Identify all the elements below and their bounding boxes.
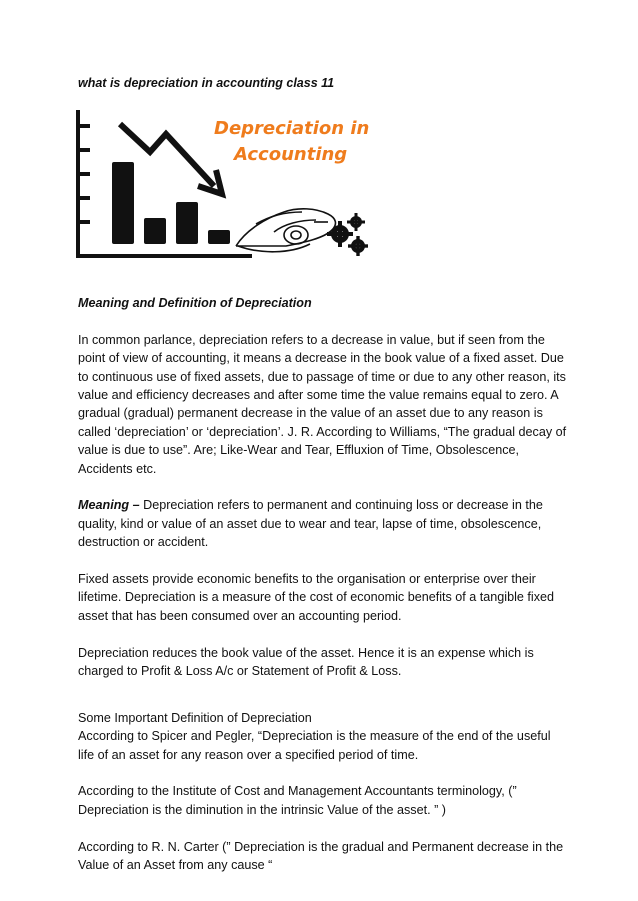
paragraph: According to Spicer and Pegler, “Depreciation is the measure of the end of the useful life of an asset for any reason over a specified period of time. — [78, 729, 551, 762]
illustration-title-line1: Depreciation in — [214, 118, 370, 139]
sports-car-icon — [236, 209, 335, 252]
paragraph: According to R. N. Carter (” Depreciation is the gradual and Permanent decrease in the Value of an Asset from any cause “ — [78, 839, 564, 873]
section-heading: Some Important Definition of Depreciation — [78, 710, 312, 725]
illustration-title-line2: Accounting — [234, 144, 348, 165]
gears-icon — [327, 213, 368, 256]
paragraph: Fixed assets provide economic benefits to the organisation or enterprise over their lifetime. Depreciation is a measure of the cost of economic benefits of a tangible fixed asset that has been consumed over an accounting period. — [78, 572, 555, 623]
document-title: what is depreciation in accounting class 11 — [78, 76, 335, 90]
section-heading: Meaning and Definition of Depreciation — [78, 296, 312, 310]
paragraph: Depreciation reduces the book value of the asset. Hence it is an expense which is charged to Profit & Loss A/c or Statement of Profit & Loss. — [78, 645, 534, 679]
down-arrow-icon — [120, 124, 222, 194]
document-body — [78, 294, 568, 893]
meaning-paragraph — [78, 496, 568, 551]
depreciation-illustration — [70, 104, 370, 268]
paragraph: In common parlance, depreciation refers to a decrease in value, but if seen from the point of view of accounting, it means a decrease in the book value of a fixed asset. Due to continuous use of fixed assets, due to passage of time or due to any other reason, its value and efficiency decreases and after some time the value remains equal to zero. A gradual (gradual) permanent decrease in the value of an asset due to any reason is called ‘depreciation’ or ‘depreciation’. J. R. According to Williams, “The gradual decay of value is due to use”. Are; Like-Wear and Tear, Effluxion of Time, Obsolescence, Accidents etc. — [78, 332, 567, 476]
paragraph: According to the Institute of Cost and Management Accountants terminology, (” Depreciation is the diminution in the intrinsic Value of the asset. ” ) — [78, 784, 517, 817]
meaning-label: Meaning – — [78, 498, 140, 513]
meaning-text: Depreciation refers to permanent and continuing loss or decrease in the quality, kind or value of an asset due to wear and tear, lapse of time, obsolescence, destruction or accident. — [78, 498, 543, 550]
